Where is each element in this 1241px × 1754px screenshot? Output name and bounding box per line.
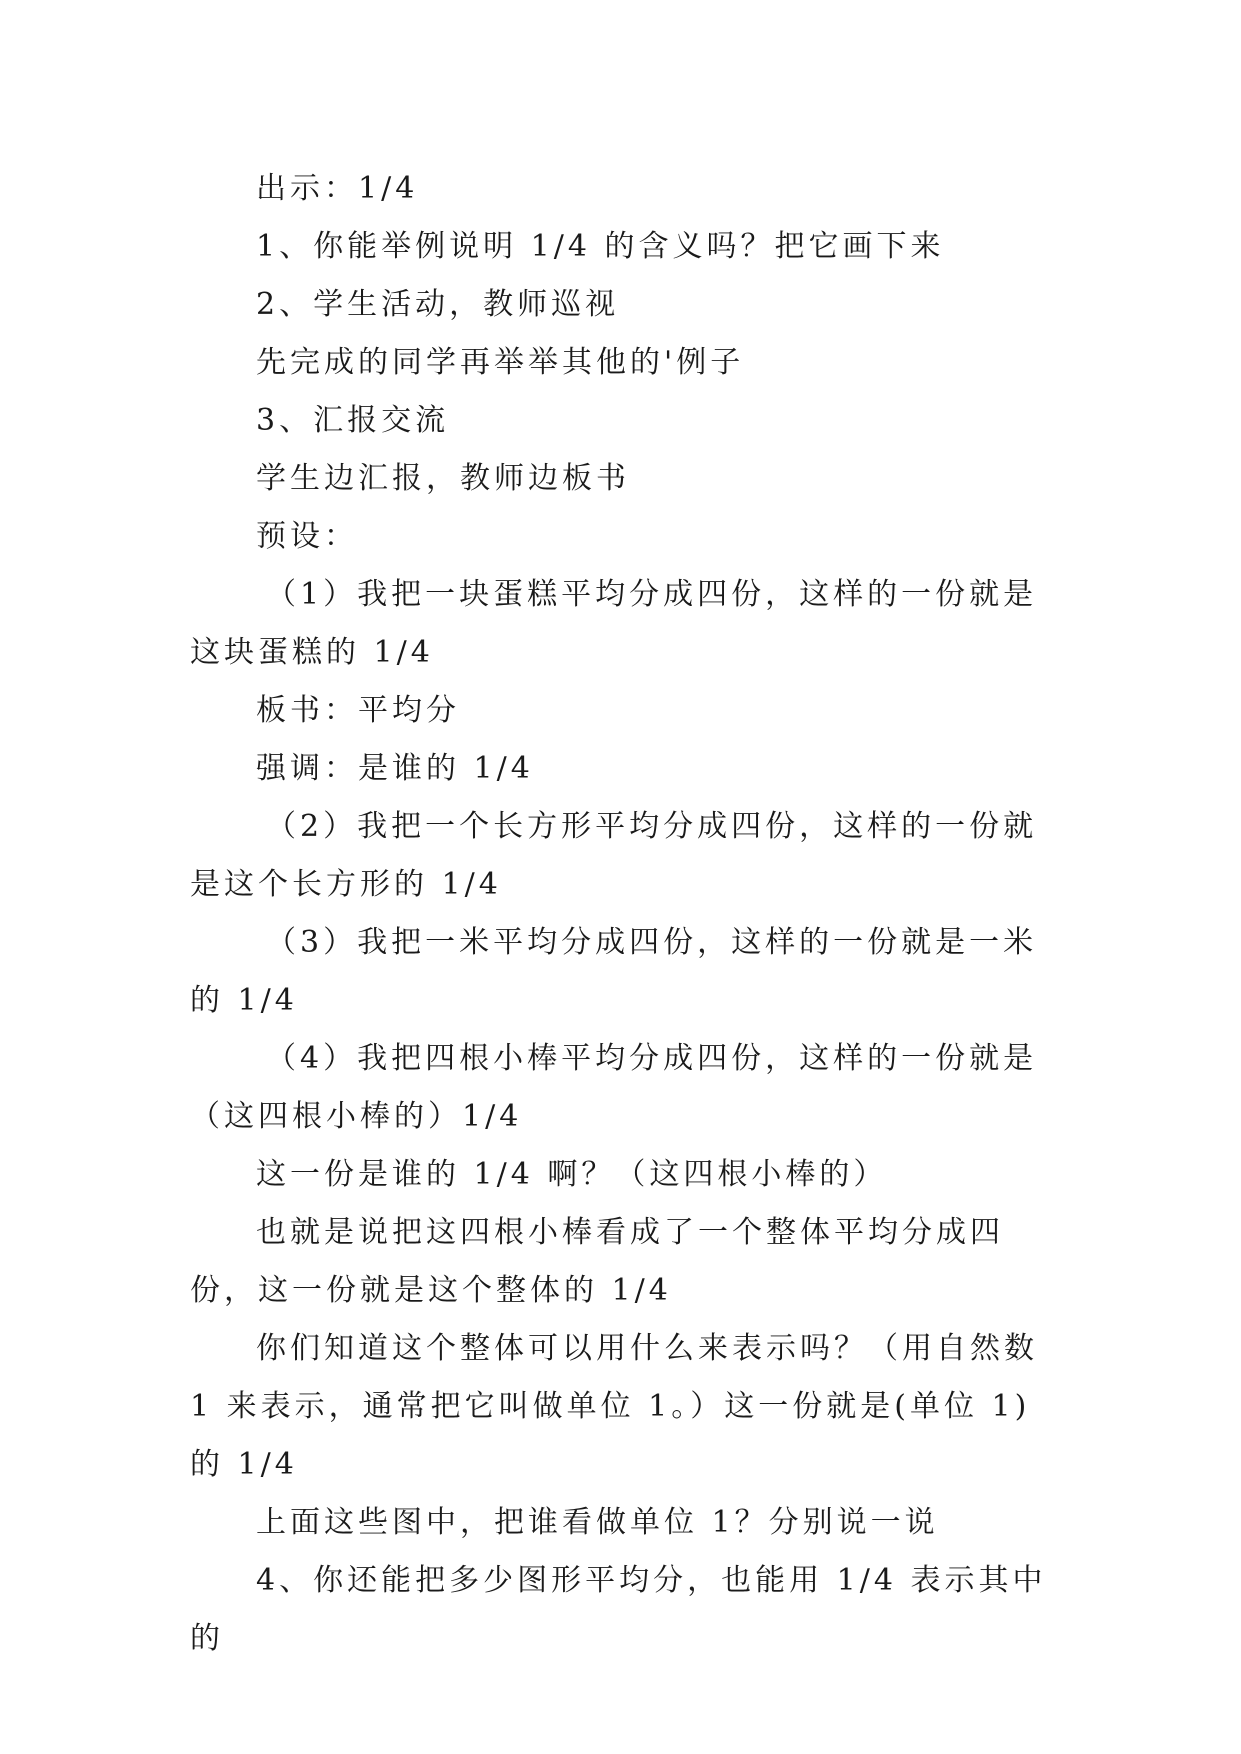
paragraph: （4）我把四根小棒平均分成四份，这样的一份就是（这四根小棒的）1/4 bbox=[190, 1041, 1038, 1134]
paragraph: 出示：1/4 bbox=[256, 171, 419, 206]
paragraph: 你们知道这个整体可以用什么来表示吗？（用自然数 1 来表示，通常把它叫做单位 1。）这一份就是(单位 1)的 1/4 bbox=[190, 1331, 1038, 1482]
paragraph: 板书：平均分 bbox=[256, 693, 460, 728]
paragraph: 先完成的同学再举举其他的'例子 bbox=[256, 345, 745, 380]
paragraph: 也就是说把这四根小棒看成了一个整体平均分成四份，这一份就是这个整体的 1/4 bbox=[190, 1215, 1004, 1308]
paragraph: 1、你能举例说明 1/4 的含义吗？把它画下来 bbox=[256, 229, 945, 264]
paragraph: 上面这些图中，把谁看做单位 1？分别说一说 bbox=[256, 1505, 939, 1540]
paragraph: （3）我把一米平均分成四份，这样的一份就是一米的 1/4 bbox=[190, 925, 1038, 1018]
paragraph: 预设： bbox=[256, 519, 358, 554]
paragraph: 这一份是谁的 1/4 啊？（这四根小棒的） bbox=[256, 1157, 888, 1192]
paragraph: 学生边汇报，教师边板书 bbox=[256, 461, 630, 496]
paragraph: 2、学生活动，教师巡视 bbox=[256, 287, 620, 322]
paragraph: 4、你还能把多少图形平均分，也能用 1/4 表示其中的 bbox=[190, 1563, 1047, 1656]
paragraph: 强调：是谁的 1/4 bbox=[256, 751, 534, 786]
paragraph: 3、汇报交流 bbox=[256, 403, 450, 438]
document-body bbox=[190, 160, 1060, 1668]
paragraph: （1）我把一块蛋糕平均分成四份，这样的一份就是这块蛋糕的 1/4 bbox=[190, 577, 1038, 670]
paragraph: （2）我把一个长方形平均分成四份，这样的一份就是这个长方形的 1/4 bbox=[190, 809, 1038, 902]
